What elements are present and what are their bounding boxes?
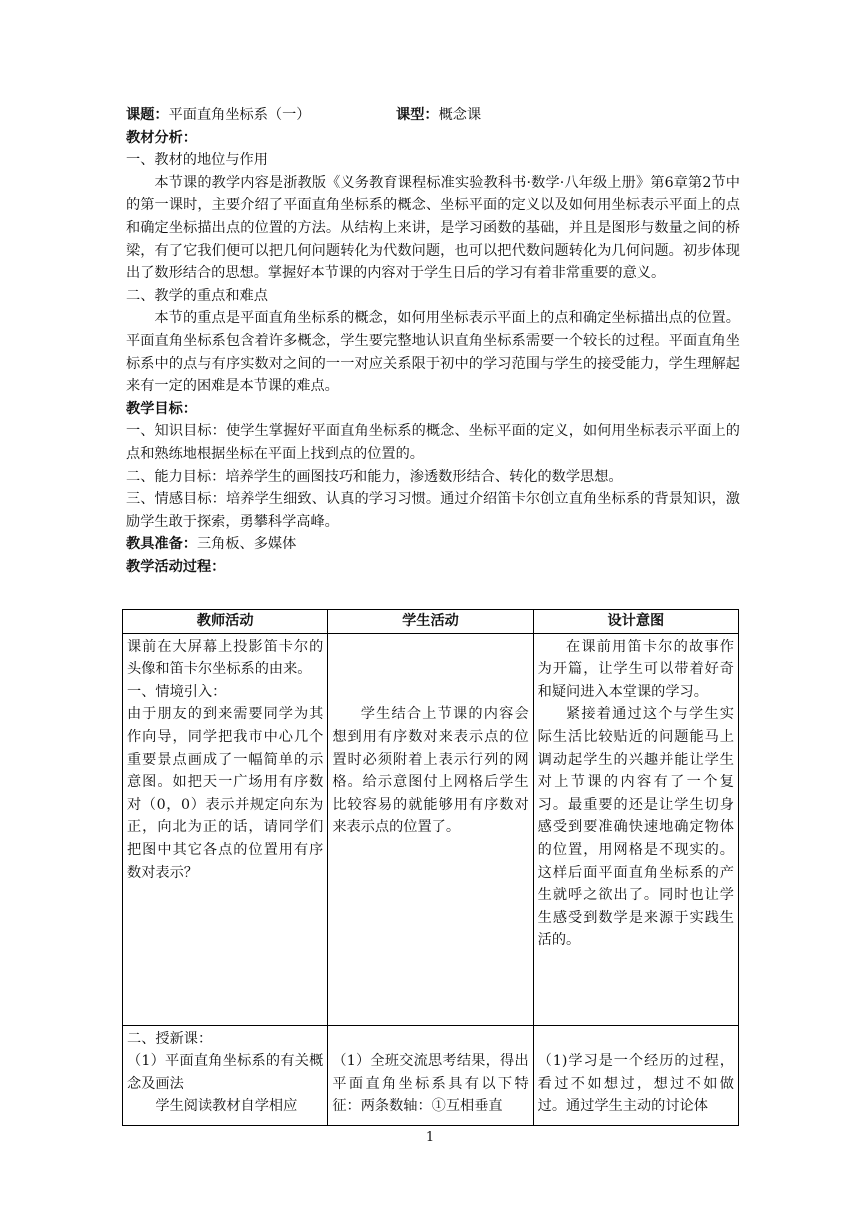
row2-design-cell — [533, 1025, 738, 1125]
goal-emotion: 三、情感目标：培养学生细致、认真的学习习惯。通过介绍笛卡尔创立直角坐标系的背景知识，激励学生敢于探索，勇攀科学高峰。 — [126, 491, 740, 530]
type-label: 课型： — [396, 107, 439, 123]
topic-value: 平面直角坐标系（一） — [168, 107, 311, 123]
table-header-row — [123, 610, 739, 634]
header-student: 学生活动 — [328, 610, 533, 634]
analysis-sec2-text: 本节的重点是平面直角坐标系的概念，如何用坐标表示平面上的点和确定坐标描出点的位置。平面直角坐标系包含着许多概念，学生要完整地认识直角坐标系需要一个较长的过程。平面直角坐标系中的点与有序实数对之间的一一对应关系限于初中的学习范围与学生的接受能力，学生理解起来有一定的困难是本节课的难点。 — [126, 310, 740, 395]
lesson-type — [396, 104, 481, 127]
header-teacher: 教师活动 — [123, 610, 328, 634]
row1-teacher-p3: 由于朋友的到来需要同学为其作向导，同学把我市中心几个重要景点画成了一幅简单的示意图。如把天一广场用有序数对（0，0）表示并规定向东为正，向北为正的话，请同学们把图中其它各点的位置用有序数对表示？ — [127, 706, 324, 881]
row2-teacher-p1: 二、授新课： — [127, 1030, 213, 1047]
row1-teacher-cell — [123, 633, 328, 1025]
document-page — [126, 104, 740, 578]
goal-ability: 二、能力目标：培养学生的画图技巧和能力，渗透数形结合、转化的数学思想。 — [126, 468, 623, 485]
page-number: 1 — [425, 1130, 435, 1145]
row1-design-p1: 在课前用笛卡尔的故事作为开篇，让学生可以带着好奇和疑问进入本堂课的学习。 — [537, 638, 734, 700]
row2-student-text: （1）全班交流思考结果，得出平面直角坐标系具有以下特征：两条数轴：①互相垂直 — [332, 1053, 529, 1115]
analysis-heading: 教材分析： — [126, 129, 197, 146]
process-table — [122, 609, 739, 1126]
row2-teacher-p2: （1）平面直角坐标系的有关概念及画法 — [127, 1053, 324, 1092]
row1-design-cell — [533, 633, 738, 1025]
type-value: 概念课 — [438, 107, 482, 123]
goal-knowledge: 一、知识目标：使学生掌握好平面直角坐标系的概念、坐标平面的定义，如何用坐标表示平面上的点和熟练地根据坐标在平面上找到点的位置的。 — [126, 423, 740, 462]
analysis-sec1-text: 本节课的教学内容是浙教版《义务教育课程标准实验教科书·数学·八年级上册》第6章第2节中的第一课时，主要介绍了平面直角坐标系的概念、坐标平面的定义以及如何用坐标表示平面上的点和确定坐标描出点的位置的方法。从结构上来讲，是学习函数的基础，并且是图形与数量之间的桥梁，有了它我们便可以把几何问题转化为代数问题，也可以把代数问题转化为几何问题。初步体现出了数形结合的思想。掌握好本节课的内容对于学生日后的学习有着非常重要的意义。 — [126, 174, 740, 282]
lesson-topic — [126, 104, 396, 127]
tools-line — [126, 533, 740, 556]
row2-student-cell — [328, 1025, 533, 1125]
goals-heading: 教学目标： — [126, 400, 197, 417]
row1-student-cell — [328, 633, 533, 1025]
row1-student-text: 学生结合上节课的内容会想到用有序数对来表示点的位置时必须附着上表示行列的网格。给示意图付上网格后学生比较容易的就能够用有序数对来表示点的位置了。 — [332, 706, 529, 836]
analysis-sec2-title: 二、教学的重点和难点 — [126, 287, 268, 304]
tools-value: 三角板、多媒体 — [196, 536, 297, 553]
row2-design-text: （1)学习是一个经历的过程，看过不如想过，想过不如做过。通过学生主动的讨论体 — [537, 1053, 734, 1115]
row1-design-p2: 紧接着通过这个与学生实际生活比较贴近的问题能马上调动起学生的兴趣并能让学生对上节课的内容有了一个复习。最重要的还是让学生切身感受到要准确快速地确定物体的位置，用网格是不现实的。这样后面平面直角坐标系的产生就呼之欲出了。同时也让学生感受到数学是来源于实践生活的。 — [537, 706, 734, 949]
header-design: 设计意图 — [533, 610, 738, 634]
table-row — [123, 633, 739, 1025]
process-heading: 教学活动过程： — [126, 558, 226, 575]
row2-teacher-cell — [123, 1025, 328, 1125]
row1-teacher-p2: 一、情境引入： — [127, 683, 227, 700]
analysis-sec1-title: 一、教材的地位与作用 — [126, 152, 268, 169]
tools-label: 教具准备： — [126, 536, 197, 553]
table-row — [123, 1025, 739, 1125]
lesson-header — [126, 104, 740, 127]
topic-label: 课题： — [126, 107, 169, 123]
row2-teacher-p3: 学生阅读教材自学相应 — [155, 1098, 298, 1115]
row1-teacher-p1: 课前在大屏幕上投影笛卡尔的头像和笛卡尔坐标系的由来。 — [127, 638, 324, 678]
